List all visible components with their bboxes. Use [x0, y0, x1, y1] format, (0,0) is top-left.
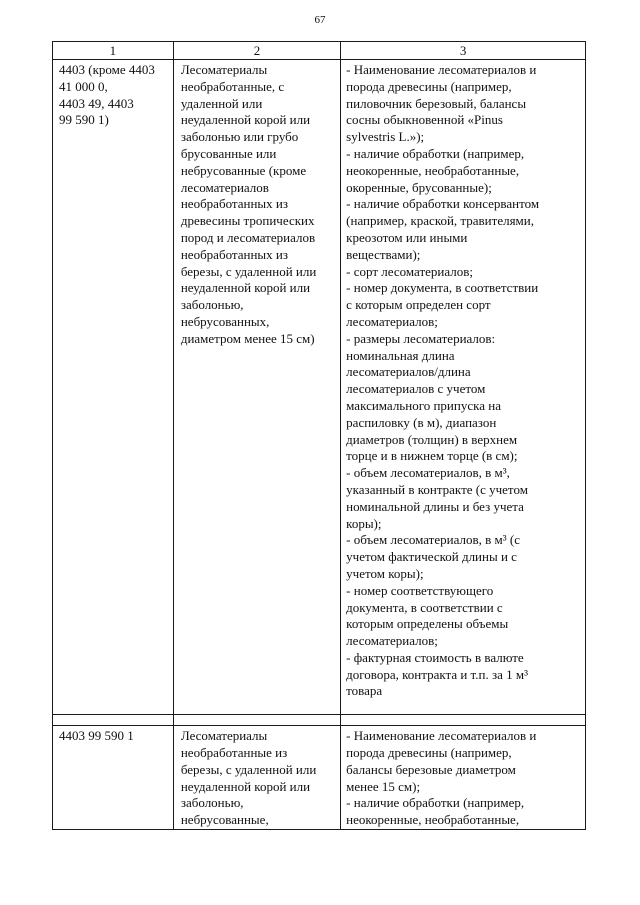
tnved-code-cell: [53, 60, 174, 715]
text-line: - Наименование лесоматериалов и: [346, 728, 537, 744]
text-line: лесоматериалов/длина: [346, 364, 471, 380]
text-line: небрусованных,: [180, 313, 270, 329]
spacer-cell: [173, 715, 340, 726]
text-line: креозотом или иными: [346, 229, 468, 245]
text-line: - фактурная стоимость в валюте: [346, 649, 524, 665]
tnved-code-cell: [53, 726, 174, 830]
text-line: лесоматериалов с учетом: [346, 381, 486, 397]
text-line: 41 000 0,: [59, 78, 108, 94]
text-line: заболонью,: [180, 795, 244, 811]
table-row: [53, 60, 586, 715]
text-line: лесоматериалов;: [346, 633, 438, 649]
table-spacer-row: [53, 715, 586, 726]
text-line: 4403 (кроме 4403: [59, 62, 155, 77]
text-line: неудаленной корой или: [180, 112, 311, 128]
text-line: 99 590 1): [59, 112, 109, 128]
text-line: древесины тропических: [180, 213, 315, 229]
table-row: [53, 726, 586, 830]
text-line: (например, краской, травителями,: [346, 213, 534, 229]
page-number: 67: [314, 14, 326, 26]
required-info-cell: [341, 726, 586, 830]
text-line: - объем лесоматериалов, в м³ (с: [346, 532, 520, 548]
text-line: порода древесины (например,: [346, 745, 512, 761]
text-line: - номер соответствующего: [346, 582, 494, 598]
goods-description-cell: [173, 726, 340, 830]
column-header-3: 3: [341, 42, 586, 60]
text-line: которым определены объемы: [346, 616, 509, 632]
text-line: балансы березовые диаметром: [346, 761, 516, 777]
text-line: березы, с удаленной или: [180, 263, 317, 279]
text-line: - номер документа, в соответствии: [346, 280, 539, 296]
text-line: Лесоматериалы: [180, 62, 268, 77]
text-line: номинальной длины и без учета: [346, 498, 524, 514]
text-line: торце и в нижнем торце (в см);: [346, 448, 518, 464]
text-line: пиловочник березовый, балансы: [346, 95, 527, 111]
text-line: с которым определен сорт: [346, 297, 491, 313]
text-line: учетом коры);: [346, 565, 424, 581]
spacer-cell: [53, 715, 174, 726]
text-line: необработанных из: [180, 246, 288, 262]
text-line: максимального припуска на: [346, 397, 501, 413]
text-line: небрусованные (кроме: [180, 162, 307, 178]
text-line: заболонью или грубо: [180, 129, 299, 145]
column-header-2: 2: [173, 42, 340, 60]
table-header-row: [53, 42, 586, 60]
text-line: - сорт лесоматериалов;: [346, 263, 473, 279]
text-line: 4403 49, 4403: [59, 95, 134, 111]
text-line: диаметров (толщин) в верхнем: [346, 431, 518, 447]
text-line: - Наименование лесоматериалов и: [346, 62, 537, 77]
spacer-cell: [341, 715, 586, 726]
text-line: 4403 99 590 1: [59, 728, 134, 744]
text-line: небрусованные,: [180, 812, 269, 828]
text-line: товара: [346, 683, 383, 699]
text-line: пород и лесоматериалов: [180, 229, 316, 245]
text-line: удаленной или: [180, 95, 263, 111]
text-line: березы, с удаленной или: [180, 761, 317, 777]
text-line: - объем лесоматериалов, в м³,: [346, 465, 510, 481]
text-line: менее 15 см);: [346, 778, 421, 794]
text-line: необработанных из: [180, 196, 288, 212]
text-line: Лесоматериалы: [180, 728, 268, 744]
text-line: указанный в контракте (с учетом: [346, 481, 528, 497]
text-line: - наличие обработки (например,: [346, 795, 525, 811]
text-line: договора, контракта и т.п. за 1 м³: [346, 666, 528, 682]
text-line: - размеры лесоматериалов:: [346, 330, 496, 346]
required-info-cell: [341, 60, 586, 715]
text-line: sylvestris L.»);: [346, 129, 425, 145]
text-line: неокоренные, необработанные,: [346, 162, 520, 178]
text-line: веществами);: [346, 246, 421, 262]
text-line: лесоматериалов: [180, 179, 269, 195]
goods-description-cell: [173, 60, 340, 715]
text-line: неокоренные, необработанные,: [346, 812, 520, 828]
document-table: [52, 41, 586, 830]
text-line: - наличие обработки (например,: [346, 145, 525, 161]
text-line: необработанные из: [180, 745, 288, 761]
text-line: номинальная длина: [346, 347, 455, 363]
text-line: лесоматериалов;: [346, 313, 438, 329]
text-line: порода древесины (например,: [346, 78, 512, 94]
text-line: неудаленной корой или: [180, 778, 311, 794]
text-line: диаметром менее 15 см): [180, 330, 315, 346]
text-line: сосны обыкновенной «Pinus: [346, 112, 503, 128]
column-header-1: 1: [53, 42, 174, 60]
text-line: брусованные или: [180, 145, 277, 161]
text-line: распиловку (в м), диапазон: [346, 414, 497, 430]
text-line: документа, в соответствии с: [346, 599, 503, 615]
text-line: коры);: [346, 515, 382, 531]
text-line: заболонью,: [180, 297, 244, 313]
text-line: - наличие обработки консервантом: [346, 196, 540, 212]
text-line: учетом фактической длины и с: [346, 549, 517, 565]
text-line: окоренные, брусованные);: [346, 179, 492, 195]
text-line: неудаленной корой или: [180, 280, 311, 296]
text-line: необработанные, с: [180, 78, 285, 94]
